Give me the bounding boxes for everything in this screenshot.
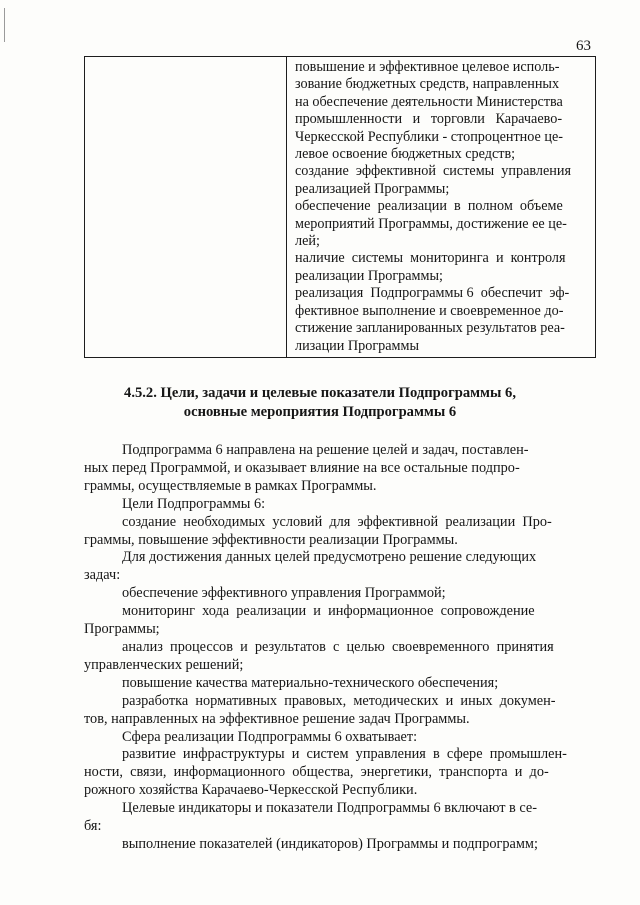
body-line: Подпрограмма 6 направлена на решение целей и задач, поставлен- [122, 442, 529, 458]
table-cell-line: мероприятий Программы, достижение ее це- [295, 215, 567, 232]
body-line: Целевые индикаторы и показатели Подпрограммы 6 включают в се- [122, 800, 537, 817]
body-line: повышение качества материально-технического обеспечения; [122, 674, 499, 691]
table-cell-line: лизации Программы [295, 337, 420, 354]
table-cell-line: реализации Программы; [295, 267, 443, 284]
body-line: рожного хозяйства Карачаево-Черкесской Республики. [84, 782, 418, 799]
body-line: создание необходимых условий для эффективной реализации Про- [122, 513, 552, 530]
table-cell-line: создание эффективной системы управления [295, 163, 571, 180]
body-line: ных перед Программой, и оказывает влияние на все остальные подпро- [84, 459, 520, 476]
page-number: 63 [576, 38, 591, 54]
body-line: управленческих решений; [84, 656, 244, 673]
body-line: обеспечение эффективного управления Программой; [122, 585, 446, 602]
body-line: анализ процессов и результатов с целью своевременного принятия [122, 638, 554, 655]
scan-edge-mark [4, 8, 5, 42]
body-line: ности, связи, информационного общества, энергетики, транспорта и до- [84, 764, 549, 781]
table-cell-line: на обеспечение деятельности Министерства [295, 93, 563, 110]
table-cell-line: реализация Подпрограммы 6 обеспечит эф- [295, 285, 570, 302]
body-line: разработка нормативных правовых, методических и иных докумен- [122, 692, 556, 709]
table-cell-line: стижение запланированных результатов реа- [295, 320, 565, 337]
body-line: Для достижения данных целей предусмотрено решение следующих [122, 549, 537, 566]
section-heading [0, 384, 640, 422]
table-cell-line: промышленности и торговли Карачаево- [295, 111, 563, 128]
body-line: бя: [84, 818, 102, 835]
body-line: Сфера реализации Подпрограммы 6 охватывает: [122, 728, 418, 745]
body-line: задач: [84, 567, 121, 584]
body-line: развитие инфраструктуры и систем управления в сфере промышлен- [122, 746, 567, 763]
table-right-cell [287, 57, 595, 357]
body-line: граммы, осуществляемые в рамках Программы. [84, 477, 377, 494]
table-cell-line: лей; [295, 233, 320, 250]
table-cell-line: наличие системы мониторинга и контроля [295, 250, 566, 267]
table-cell-line: реализацией Программы; [295, 180, 450, 197]
section-heading-line-2: основные мероприятия Подпрограммы 6 [183, 404, 457, 420]
table-left-cell [85, 57, 287, 357]
table-cell-line: фективное выполнение и своевременное до- [295, 302, 564, 319]
body-line: тов, направленных на эффективное решение задач Программы. [84, 710, 470, 727]
body-line: граммы, повышение эффективности реализации Программы. [84, 531, 458, 548]
table-cell-line: левое освоение бюджетных средств; [295, 146, 516, 163]
body-line: выполнение показателей (индикаторов) Программы и подпрограмм; [122, 835, 538, 852]
body-line: Цели Подпрограммы 6: [122, 495, 266, 512]
table-cell-line: Черкесской Республики - стопроцентное це- [295, 128, 563, 145]
table-cell-line: зование бюджетных средств, направленных [295, 76, 560, 93]
table-cell-line: обеспечение реализации в полном объеме [295, 198, 563, 215]
section-heading-line-1: 4.5.2. Цели, задачи и целевые показатели Подпрограммы 6, [124, 385, 516, 401]
body-line: мониторинг хода реализации и информационное сопровождение [122, 603, 535, 620]
continuation-table [84, 56, 596, 358]
table-cell-line: повышение и эффективное целевое исполь- [295, 59, 560, 75]
body-text [84, 442, 584, 854]
body-line: Программы; [84, 621, 160, 638]
